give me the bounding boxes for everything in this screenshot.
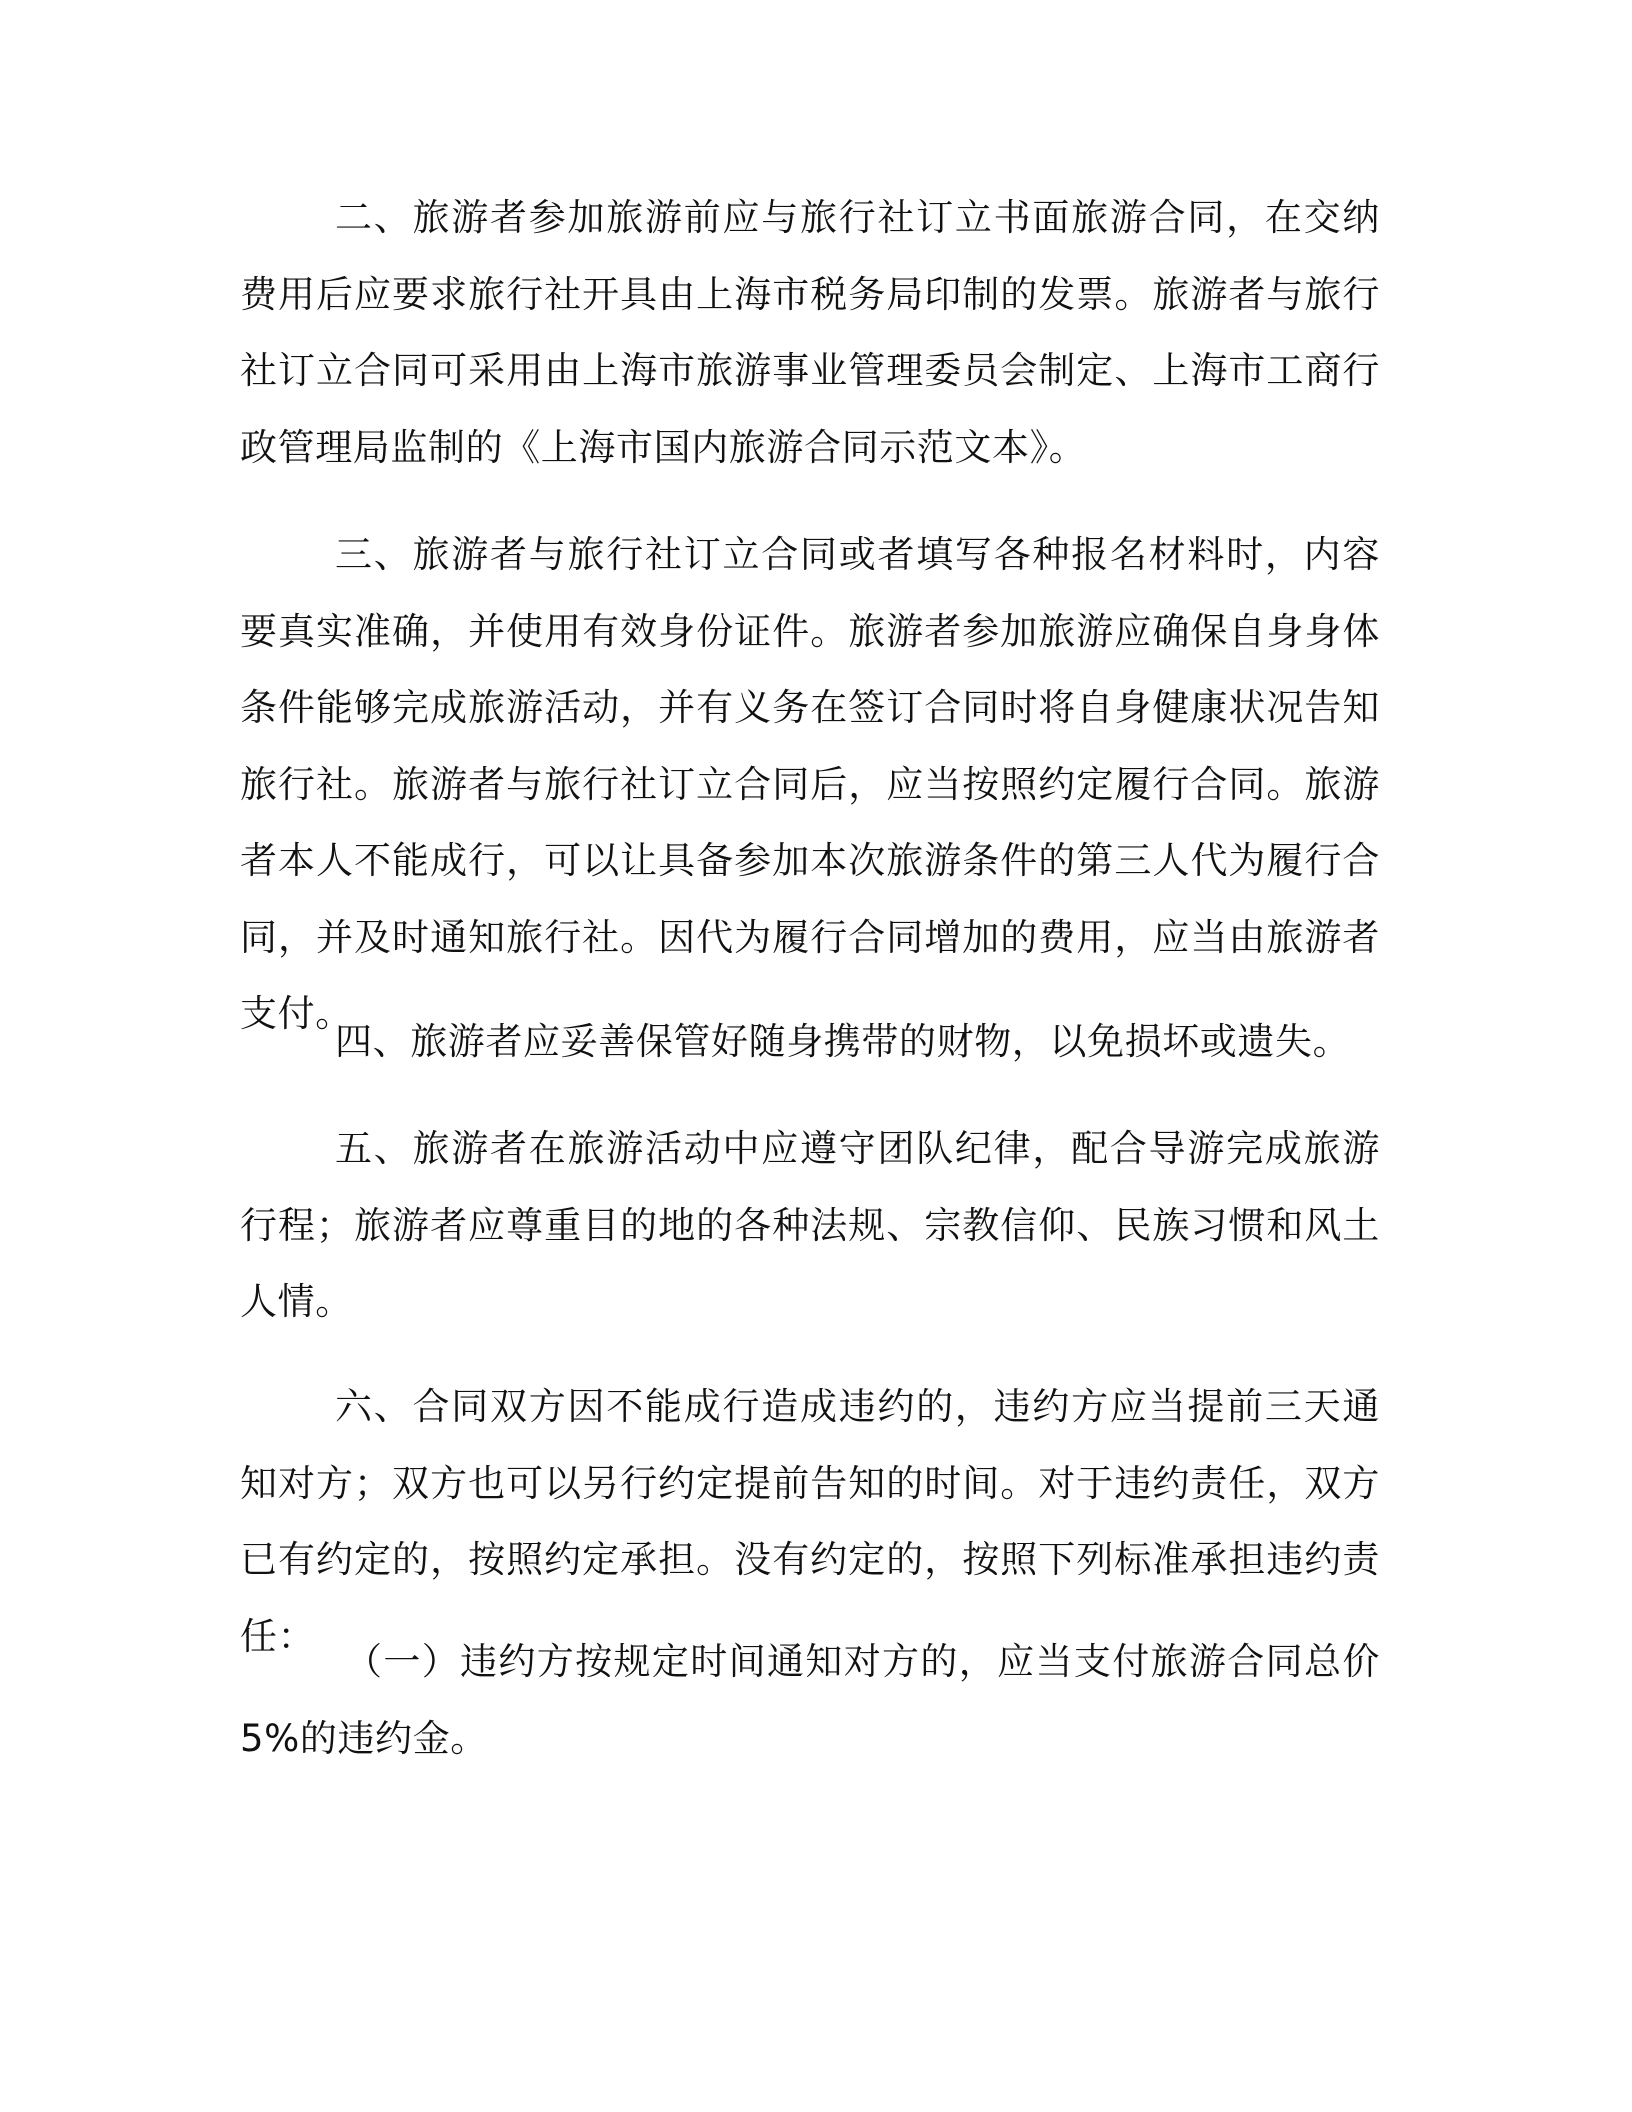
paragraph-subitem-1: （一）违约方按规定时间通知对方的，应当支付旅游合同总价5%的违约金。 bbox=[240, 1640, 1380, 1760]
paragraph-item-6: 六、合同双方因不能成行造成违约的，违约方应当提前三天通知对方；双方也可以另行约定提前告知的时间。对于违约责任，双方已有约定的，按照约定承担。没有约定的，按照下列标准承担违约责任： bbox=[240, 1385, 1380, 1658]
paragraph-item-4: 四、旅游者应妥善保管好随身携带的财物，以免损坏或遗失。 bbox=[335, 1020, 1351, 1063]
paragraph-item-2: 二、旅游者参加旅游前应与旅行社订立书面旅游合同，在交纳费用后应要求旅行社开具由上海市税务局印制的发票。旅游者与旅行社订立合同可采用由上海市旅游事业管理委员会制定、上海市工商行政管理局监制的《上海市国内旅游合同示范文本》。 bbox=[240, 196, 1380, 469]
paragraph-item-5: 五、旅游者在旅游活动中应遵守团队纪律，配合导游完成旅游行程；旅游者应尊重目的地的各种法规、宗教信仰、民族习惯和风土人情。 bbox=[240, 1127, 1380, 1323]
paragraph-item-3: 三、旅游者与旅行社订立合同或者填写各种报名材料时，内容要真实准确，并使用有效身份证件。旅游者参加旅游应确保自身身体条件能够完成旅游活动，并有义务在签订合同时将自身健康状况告知旅行社。旅游者与旅行社订立合同后，应当按照约定履行合同。旅游者本人不能成行，可以让具备参加本次旅游条件的第三人代为履行合同，并及时通知旅行社。因代为履行合同增加的费用，应当由旅游者支付。 bbox=[240, 533, 1380, 1035]
